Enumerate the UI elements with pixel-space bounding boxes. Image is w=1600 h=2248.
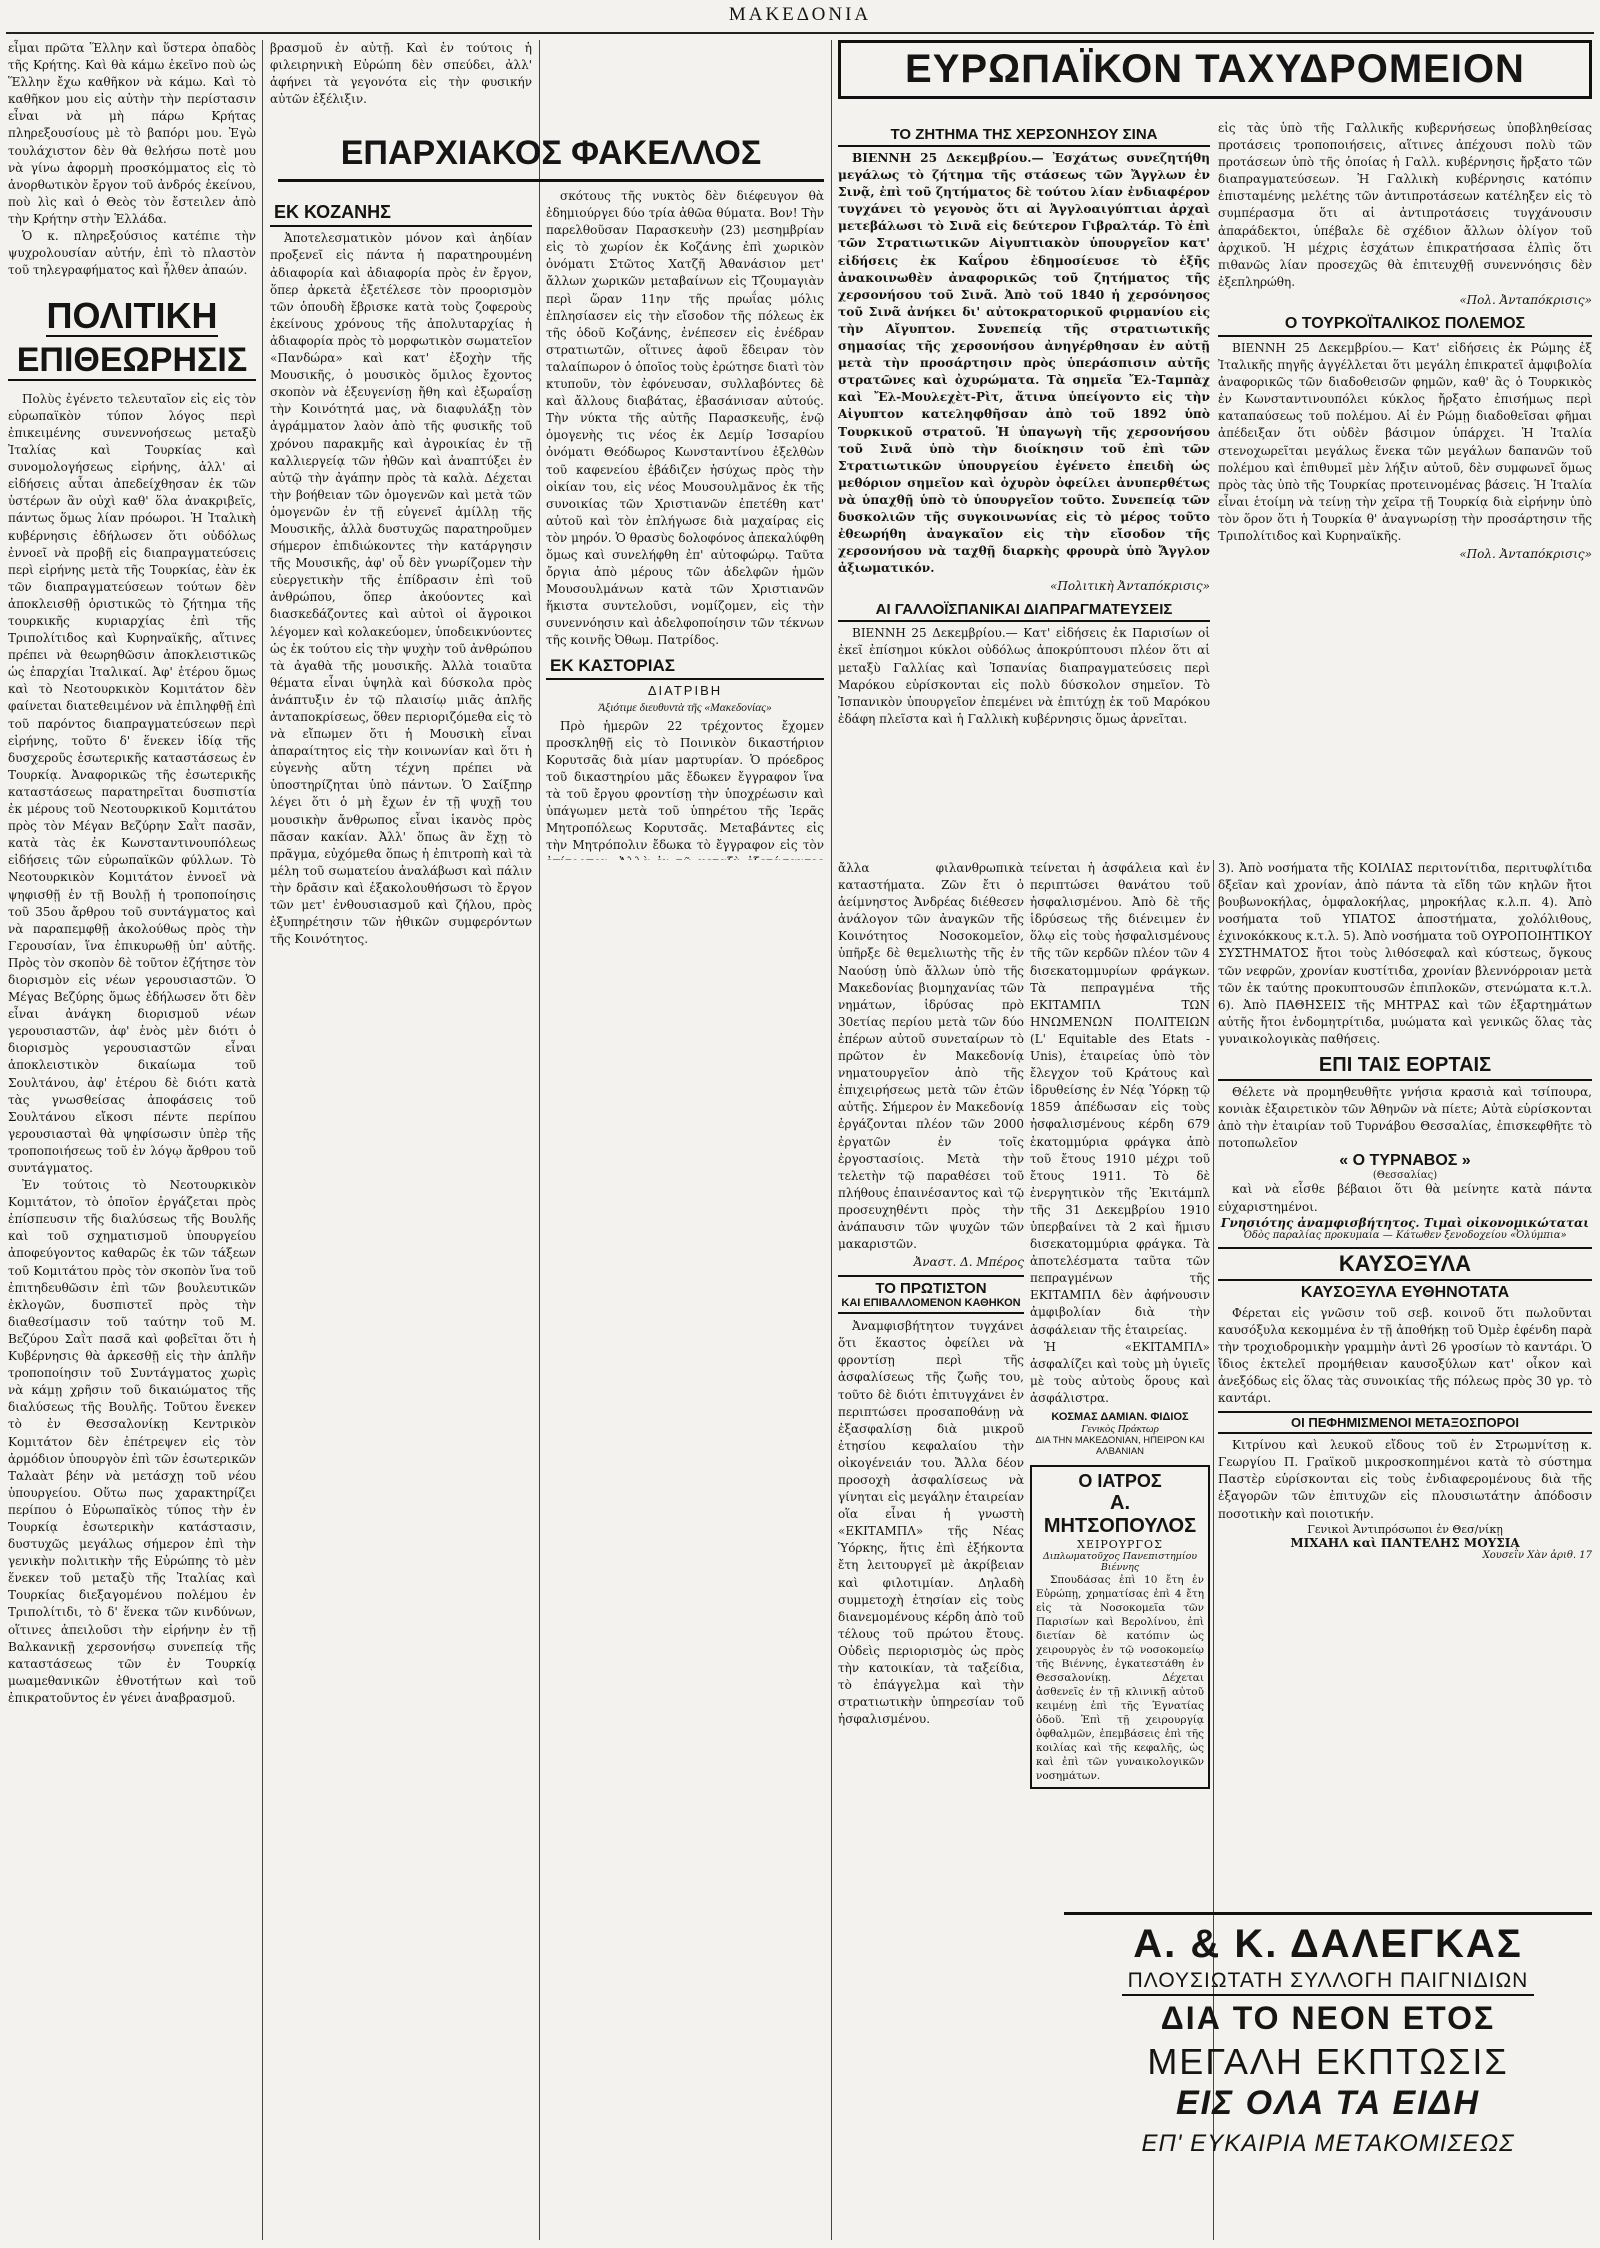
article-body: Ἡ «ΕΚΙΤΑΜΠΛ» ἀσφαλίζει καὶ τοὺς μὴ ὑγιεῖς μὲ τοὺς αὐτοὺς ὅρους καὶ ἀσφάλιστρα.: [1030, 1339, 1210, 1405]
section-heading-turkish-italian-war: Ο ΤΟΥΡΚΟΪΤΑΛΙΚΟΣ ΠΟΛΕΜΟΣ: [1218, 313, 1592, 337]
tavern-region: (Θεσσαλίας): [1372, 1170, 1438, 1182]
political-review-heading: ΠΟΛΙΤΙΚΗ ΕΠΙΘΕΩΡΗΣΙΣ: [8, 297, 256, 380]
ad-body: Κιτρίνου καὶ λευκοῦ εἴδους τοῦ ἐν Στρωμνίτσῃ κ. Γεωργίου Π. Γραϊκοῦ μικροσκοπημένοι κατὰ τὸ σύστημα Παστὲρ εὑρίσκονται εἰς τοὺς ἐνδιαφερομένους διὰ τῆς ἐξαγορῶν τῶν ἐπιτυχῶν εἰς πλουσιωτάτην ἀπόδοσιν ποσοτικὴν καὶ ποιοτικήν.: [1218, 1438, 1592, 1521]
ad-address: Ὁδὸς παραλίας προκυμαία — Κάτωθεν ξενοδοχείου «Ὀλύμπια»: [1243, 1229, 1567, 1241]
article-body: ΒΙΕΝΝΗ 25 Δεκεμβρίου.— Κατ' εἰδήσεις ἐκ Παρισίων οἱ ἐκεῖ ἐπίσημοι κύκλοι οὐδόλως ἀποκρύπτουσι πλέον ὅτι αἱ μεταξὺ Γαλλίας καὶ Ἰσπανίας διαπραγματεύσεις περὶ Μαρόκου εὑρίσκονται εἰς πολὺ δύσκολον σημεῖον. Τὸ Ἰσπανικὸν ὑπουργεῖον ἐπεμένει νὰ ἐπιτύχῃ ἐκ τοῦ Μαρόκου ἐδάφη πλεῖστα καὶ ἡ Γαλλικὴ κυβέρνησις ὅμως ἀρνεῖται.: [838, 626, 1210, 726]
agent-address: Χουσεῒν Χὰν ἀριθ. 17: [1482, 1549, 1592, 1561]
column-divider: [262, 40, 263, 2240]
column-naousa-industry: [838, 860, 1024, 2240]
article-body: εἰς τὰς ὑπὸ τῆς Γαλλικῆς κυβερνήσεως ὑποβληθείσας προτάσεις τροποποιήσεις, αἵτινες ἀπέχουσι πολὺ τῶν προτάσεων ὑπὸ τῆς ὁποίας ἡ Γαλλ. κυβέρνησις ἤρξατο τῶν διαπραγματεύσεων. Ἡ Γαλλικὴ κυβέρνησις κατόπιν ἐπισταμένης μελέτης τῶν ἀντιπροτάσεων κατέληξεν εἰς τὸ συμπέρασμα ὅτι αἱ ἀντιπροτάσεις τυγχάνουσιν ἀπαράδεκτοι, ὑπέβαλε δὲ σχέδιον ἄλλων ὀλίγον τοῦ ἀρχικοῦ. Ἡ μέχρις ἐσχάτων ἐπικρατήσασα ἐλπὶς ὅτι πιθανῶς λίαν προσεχῶς θὰ ἐπιτευχθῇ συνεννόησις δὲν ἐξεπληρώθη.: [1218, 121, 1592, 289]
section-heading-firewood: ΚΑΥΣΟΞΥΛΑ: [1218, 1247, 1592, 1281]
column-memorial-continued: [546, 860, 824, 2240]
article-body: ΒΙΕΝΝΗ 25 Δεκεμβρίου.— Ἐσχάτως συνεζητήθη μεγάλως τὸ ζήτημα τῆς στάσεως τῶν Ἄγγλων ἐν Σινᾷ, ἐπὶ τοῦ ζητήματος δὲ τούτου λίαν ἐνδιαφέρον τυγχάνει τὸ γεγονὸς ὅτι αἱ Ἀγγλοαιγύπτιαι ἀρχαὶ μετεβάλωσι τὸ Σινᾶ εἰς δεύτερον Γιβραλτάρ. Τὸ ἐπὶ τῶν Στρατιωτικῶν Αἰγυπτιακὸν ὑπουργεῖον κατ' εἰδήσεις ἐκ Καΐρου ἐδημοσίευσε τὸ ἑξῆς ἀνακοινωθὲν ἀναφορικῶς τοῦ ζητήματος τῆς χερσονήσου τοῦ Σινᾶ. Ἀπὸ τοῦ 1840 ἡ χερσόνησος τοῦ Σινᾶ ἀνήκει δι' αὐτοκρατορικοῦ φιρμανίου εἰς τὴν Αἴγυπτον. Συνεπείᾳ τῆς στρατιωτικῆς σημασίας τῆς χερσονήσου ἀνηγέρθησαν ἐν αὐτῇ μετὰ τὴν προσάρτησιν πρὸς ὑπεράσπισιν αὐτῆς στρατῶνες καὶ ὀχυρώματα. Τὰ σημεῖα Ἔλ-Ταμπὰχ καὶ Ἔλ-Μουλεχὲτ-Ρὶτ, ἅτινα ὑπείγοντο εἰς τὴν Αἰγυπτον κατεληφθῆσαν ἀπὸ τοῦ 1892 ὑπὸ Τουρκικοῦ στρατοῦ. Ἡ ὑπαγωγὴ τῆς χερσονήσου τοῦ Σινᾶ ὑπὸ τὴν διοίκησιν τοῦ ἐπὶ τῶν Στρατιωτικῶν ὑπουργείου ἐγένετο ἐπειδὴ ὡς μεθόριον σημεῖον καὶ ὀχυρὸν ὀφείλει ἀνυπερθέτως νὰ ὑπαχθῇ ὑπὸ τὸ ὑπουργεῖον τοῦτο. Συνεπείᾳ τῶν δυσκολιῶν τῆς συγκοινωνίας εἰς τὸ μέρος τοῦτο ἐθεωρήθη ἀναγκαῖον εἰς τὴν εἴσοδον τῆς χερσονήσου νὰ ταχθῇ διαρκὴς φρουρὰ ὑπὸ Ἄγγλον ἀξιωματικόν.: [838, 151, 1210, 576]
article-intro-text: εἶμαι πρῶτα Ἕλλην καὶ ὕστερα ὀπαδὸς τῆς Κρήτης. Καὶ θὰ κάμω ἐκεῖνο ποὺ ὡς Ἕλλην ἔχω καθῆκον νὰ κάμω. Καὶ τὸ καθῆκον μου εἰς αὐτὴν τὴν περίστασιν εἶναι νὰ μὴ πάρω Κρήτας πληρεξουσίους μὲ τὸ βαπόρι μου. Ἐγὼ τουλάχιστον δὲν θὰ θελήσω ποτὲ μου νὰ γίνω ἀφορμὴ προσκόμματος εἰς τὸ ἀνορθωτικὸν ἔργον τοῦ ἀνδρός ἐκείνου, ποὺ λὶς καὶ ὁ Θεὸς τὸν ἔστειλεν ἀπὸ τὴν Κρήτην στὴν Ἑλλάδα.: [8, 41, 256, 226]
section-heading-kastoria: ΕΚ ΚΑΣΤΟΡΙΑΣ: [546, 654, 824, 680]
ad-body: Θέλετε νὰ προμηθευθῆτε γνήσια κρασιὰ καὶ τσίπουρα, κονιὰκ ἐξαιρετικὸν τῶν Ἀθηνῶν νὰ πίετε; Αὐτὰ εὑρίσκονται ἀπὸ τὴν ἐταιρίαν τοῦ Τυρνάβου Θεσσαλίας, ἐπισκεφθῆτε τὸ ποτοπωλεῖον: [1218, 1085, 1592, 1151]
article-body: Ἀναμφισβήτητον τυγχάνει ὅτι ἕκαστος ὀφείλει νὰ φροντίσῃ περὶ τῆς ἀσφαλίσεως τῆς ζωῆς του, τοῦτο δὲ διότι ἐπιτυγχάνει ἐν περιπτώσει προσαποθάνῃ νὰ ἐξασφαλίσῃ διὰ μικροῦ ἐτησίου κεφαλαίου τὴν οἰκογένειάν του. Ἄλλα δέον προσοχὴ ἀσφαλίσεως νὰ γίνηται εἰς μεγάλην ἑταιρείαν οἵα εἶναι ἡ γνωστὴ «ΕΚΙΤΑΜΠΛ» τῆς Νέας Ὑόρκης, ἥτις ἐπὶ ἐξήκοντα ἔτη λειτουργεῖ μὲ ἀκρίβειαν καὶ φιλοτιμίαν. Δηλαδὴ συμμετοχὴ ἐτησίαν εἰς τοὺς διανεμομένους κέρδη ἀπὸ τοῦ τέλους τοῦ πρώτου ἔτους. Οὐδεὶς περιορισμὸς ὡς πρὸς τὴν κατοικίαν, τὰ ταξείδια, τὸ ἐπάγγελμα καὶ τὴν στρατιωτικὴν ὑπηρεσίαν τοῦ ἠσφαλισμένου.: [838, 1319, 1024, 1727]
newspaper-masthead: ΜΑΚΕΔΟΝΙΑ: [728, 4, 872, 25]
column-political-review: [8, 40, 256, 2240]
article-source: «Πολιτικὴ Ἀνταπόκρισις»: [1050, 579, 1210, 594]
duty-heading: ΤΟ ΠΡΩΤΙΣΤΟΝ ΚΑΙ ΕΠΙΒΑΛΛΟΜΕΝΟΝ ΚΑΘΗΚΟΝ: [838, 1275, 1024, 1314]
ad-line: ΠΛΟΥΣΙΩΤΑΤΗ ΣΥΛΛΟΓΗ ΠΑΙΓΝΙΔΙΩΝ: [1122, 1967, 1535, 1996]
section-heading-sinai: ΤΟ ΖΗΤΗΜΑ ΤΗΣ ΧΕΡΣΟΝΗΣΟΥ ΣΙΝΑ: [838, 124, 1210, 147]
column-divider: [831, 40, 832, 2240]
article-body: ΒΙΕΝΝΗ 25 Δεκεμβρίου.— Κατ' εἰδήσεις ἐκ Ρώμης ἐξ Ἰταλικῆς πηγῆς ἀγγέλλεται ὅτι μεγάλη ἐπικρατεῖ ἀμφιβολία ἀναφορικῶς τῶν διαδοθεισῶν φημῶν, καθ' ἃς ὁ Τουρκικὸς ἐν Κωνσταντινουπόλει κύκλος ἤρξατο ἐπισήμως περὶ καταπαύσεως τοῦ πολέμου. Αἱ ἐν Ρώμῃ διαδοθεῖσαι φῆμαι ἀπέδειξαν ὅτι οὐδὲν βάσιμον ὑπάρχει. Ἡ Ἰταλία στενοχωρεῖται μεγάλως ἕνεκα τῶν μεγάλων δαπανῶν τοῦ πολέμου καὶ ἐπιθυμεῖ μὲν λήξιν αὐτοῦ, δὲν συμφωνεῖ ὅμως πρὸς τὰς ὑπὸ τῆς Τουρκίας προτεινομένας βάσεις. Ἡ Ἰταλία εἶναι ἑτοίμη νὰ τείνῃ τὴν χεῖρα τῇ Τουρκίᾳ διὰ εἰρήνην ὑπὸ τὸν ὅρον ὅτι ἡ Τουρκία θ' ἀναγνωρίσῃ τὴν προσάρτησιν τῆς Τριπολίτιδος καὶ Κυρηναϊκῆς.: [1218, 340, 1592, 543]
article-intro-text: Ὁ κ. πληρεξούσιος κατέπιε τὴν ψυχρολουσίαν αὐτήν, ἐπὶ τὸ πλαστὸν τοῦ τηλεγραφήματος καὶ ἦλθεν ἀπαών.: [8, 229, 256, 278]
article-body: βρασμοῦ ἐν αὐτῇ. Καὶ ἐν τούτοις ἡ φιλειρηνικὴ Εὐρώπη δὲν σπεύδει, ἀλλ' ἀφήνει τὰ γεγονότα εἰς τὴν φυσικήν αὐτῶν ἐξέλιξιν.: [270, 41, 532, 107]
ad-line: ΔΙΑ ΤΟ ΝΕΟΝ ΕΤΟΣ: [1160, 2000, 1496, 2037]
column-kozani-continued: [270, 40, 532, 2240]
doctor-advertisement: Ο ΙΑΤΡΟΣ Α. ΜΗΤΣΟΠΟΥΛΟΣ ΧΕΙΡΟΥΡΓΟΣ Διπλωματοῦχος Πανεπιστημίου Βιέννης Σπουδάσας ἐπὶ 10 ἔτη ἐν Εὐρώπῃ, χρηματίσας ἐπὶ 4 ἔτη εἰς τὰ Νοσοκομεῖα τῶν Παρισίων καὶ Βερολίνου, ἐπὶ διετίαν δὲ κατόπιν ὡς χειρουργὸς ἐν τῷ νοσοκομείῳ τῆς Βιέννης, ἐγκατεστάθη ἐν Θεσσαλονίκῃ. Δέχεται ἀσθενεῖς ἐν τῇ κλινικῇ αὐτοῦ κειμένῃ ἐπὶ τῆς Ἐγνατίας ὁδοῦ. Ἐπὶ τῇ χειρουργίᾳ ὀφθαλμῶν, ἐπεμβάσεις ἐπὶ τῆς κοιλίας καὶ τῆς κεφαλῆς, ὡς καὶ ἐπὶ τῶν γυναικολογικῶν νοσημάτων.: [1030, 1465, 1210, 1789]
article-body: ἄλλα φιλανθρωπικὰ καταστήματα. Ζῶν ἔτι ὁ ἀείμνηστος Ἀνδρέας διέθεσεν ἀνάλογον τῶν ἀναγκῶν τῆς Κοινότητος Νοσοκομεῖον, ὑπῆρξε δὲ θεμελιωτὴς τῆς ἐν Ναούσῃ ὑπὸ ἄλλων ὑπὸ τῆς Μακεδονίας βιομηχανίας τῶν νημάτων, ἱδρύσας πρὸ 30ετίας περίου μετὰ τῶν δύο ἐπέρων αὐτοῦ συνεταίρων τὸ πρῶτον ἐν Μακεδονίᾳ νηματουργεῖον ἀπὸ τῆς ἐπιχειρήσεως μετὰ τῶν ἐτῶν αὐτῆς. Σήμερον ἐν Μακεδονίᾳ ἐργάζονται πλέον τῶν 2000 ἐργατῶν ἐν τοῖς ἐργοστασίοις. Μετὰ τὴν τελετὴν τῷ παραθέσει τοῦ πλήθους ἐπαινέσαντος καὶ τῷ προσευχηθέντι πρὸς τὴν ἀνάπαυσιν τῶν ψυχῶν τῶν μακαριστῶν.: [838, 861, 1024, 1252]
article-body: σκότους τῆς νυκτὸς δὲν διέφευγον θὰ ἐδημιούργει δύο τρία ἀθῶα θύματα. Βον! Τὴν παρελθοῦσαν Παρασκευὴν (23) μεσημβρίαν εἰς τὸ χωρίον ἐκ Κοζάνης ἐπὶ χωρικὸν ὀνόματι Στῶτος Χατζῆ Ἀθανάσιον μετ' ἄλλων χωρικῶν μεταβαίνων εἰς Τζουμαγιὰν περὶ ὥραν 11ην τῆς πρωΐας μόλις ἐπλησίασεν εἰς τὴν εἴσοδον τῆς πόλεως ἐκ τῆς ὁδοῦ Κοζάνης, ἐνέπεσεν εἰς ἐνέδραν στρατιωτῶν, οἵτινες ἀφοῦ ἔδειραν τὸν ταλαίπωρον ὁ ὁποῖος τοὺς ἐρώτησε διατὶ τὸν κτυποῦν, τὸν ἐφόνευσαν, συλλαβόντες δὲ καὶ ἄλλους διαβάτας, ἐβασάνισαν αὐτούς. Τὴν νύκτα τῆς αὐτῆς Παρασκευῆς, ἐνῷ ὁμογενὴς τις νέος ἐκ Δεμίρ Ἰσσαρίου ὀνόματι Θεόδωρος Κωνσταντίνου ἐξελθὼν τοῦ καφενείου ἐβάδιζεν ἡσύχως πρὸς τὴν οἰκίαν του, εἰς νέος Μουσουλμᾶνος ἐκ τῆς συνοικίας τῶν Χριστιανῶν ἐπετέθη κατ' αὐτοῦ καὶ τὸν ἐπλήγωσε διὰ μαχαίρας εἰς τὸν μηρόν. Ὁ θρασὺς δολοφόνος ἀπεκαλύφθη ὅμως καὶ συνελήφθη ἐπ' αὐτοφώρῳ. Ταῦτα ὄργια ἀπὸ μέρους τῶν ἀδελφῶν ἡμῶν Μουσουλμάνων κατὰ τῶν Χριστιανῶν ἥκιστα συντελοῦσι, νομίζομεν, εἰς τὴν συνεννόησιν καὶ ἀδελφοποίησιν τῶν τέκνων τῆς κοινῆς Ὀθωμ. Πατρίδος.: [546, 189, 824, 648]
article-signature: Ἀναστ. Δ. Μπέρος: [913, 1255, 1024, 1270]
agent-signature: ΚΟΣΜΑΣ ΔΑΜΙΑΝ. ΦΙΔΙΟΣ Γενικὸς Πράκτωρ ΔΙΑ ΤΗΝ ΜΑΚΕΔΟΝΙΑΝ, ΗΠΕΙΡΟΝ ΚΑΙ ΑΛΒΑΝΙΑΝ: [1035, 1411, 1205, 1457]
article-body: Πρὸ ἡμερῶν 22 τρέχοντος ἔχομεν προσκληθῇ εἰς τὸ Ποινικὸν δικαστήριον Κορυτσᾶς διὰ μίαν μαρτυρίαν. Ὁ πρόεδρος τοῦ δικαστηρίου μᾶς ἔδωκεν ἔγγραφον ἵνα τὰ τοῦ ἔργου φροντίσῃ τὴν ὑποχρέωσιν καὶ ὑπάγωμεν μετὰ τοῦ ὑπηρέτου τῆς Ἱερᾶς Μητροπόλεως Κορυτσᾶς. Μεταβάντες εἰς τὴν Μητρόπολιν ἔδωκα τὸ ἔγγραφον εἰς τὸν: [546, 718, 824, 853]
medical-services-text: 3). Ἀπὸ νοσήματα τῆς ΚΟΙΛΙΑΣ περιτονίτιδα, περιτυφλίτιδα δξεῖαν καὶ χρονίαν, ἀπὸ πάντα τὰ εἴδη τῶν κηλῶν ἤτοι βουβωνοκήλας, ὀμφαλοκήλας, μηροκήλας κ.λ.π. 4). Ἀπὸ νοσήματα τοῦ ΥΠΑΤΟΣ ἀποστήματα, χολόλιθους, ἐχινοκόκκους κ.τ.λ. 5). Ἀπὸ νοσήματα τοῦ ΟΥΡΟΠΟΙΗΤΙΚΟΥ ΣΥΣΤΗΜΑΤΟΣ ἤτοι τοὺς λιθόσεφαλ καὶ κύστεως, ὄγκους τῶν νεφρῶν, χρονίαν κυστίτιδα, χρονίαν βλεννόρροιαν μετὰ τῶν ἐκ ταύτης προκυπτουσῶν ἐπιπλοκῶν, στενώματα κ.τ.λ. 6). Ἀπὸ ΠΑΘΗΣΕΙΣ τῆς ΜΗΤΡΑΣ καὶ τῶν ἐξαρτημάτων αὐτῆς ἤτοι ἐνδομητρίτιδα, μυώματα καὶ γενικῶς ὅλας τὰς γυναικολογικὰς παθήσεις.: [1218, 861, 1592, 1046]
ad-brand: Α. & Κ. ΔΑΛΕΓΚΑΣ: [1133, 1922, 1523, 1966]
european-mail-banner: ΕΥΡΩΠΑΪΚΟΝ ΤΑΧΥΔΡΟΜΕΙΟΝ: [838, 40, 1592, 99]
section-subheading: ΔΙΑΤΡΙΒΗ: [647, 682, 723, 698]
column-advertisements: [1218, 860, 1592, 1908]
column-divider: [539, 40, 540, 2240]
ad-line: ΕΠ' ΕΥΚΑΙΡΙΑ ΜΕΤΑΚΟΜΙΣΕΩΣ: [1141, 2129, 1515, 2157]
article-body: Ἐν τούτοις τὸ Νεοτουρκικὸν Κομιτάτον, τὸ ὁποῖον ἐργάζεται πρὸς ἐπίσπευσιν τῆς διαλύσεως τῆς Βουλῆς καὶ τοῦ σχηματισμοῦ ὑπουργείου ἀποφεύγοντος καθαρῶς ἐκ τῶν τάξεων τοῦ Κομιτάτου πρὸς τὸν σκοπὸν ἵνα τοῦ ἐπιτηδευθῶσιν ἐπὶ τῶν βουλευτικῶν ἐκλογῶν, δυσπιστεῖ πρὸς τὴν διαθεσίμασιν τοῦ ταύτην τοῦ Μ. Βεζύρου Σαῒτ πασᾶ καὶ φοβεῖται ὅτι ἡ Κυβέρνησις θὰ ἀρκεσθῇ εἰς τὴν ἁπλῆν τροποποίησιν τοῦ Συντάγματος χωρὶς νὰ κάμῃ χρῆσιν τοῦ δικαιώματος τῆς διαλύσεως τῆς Βουλῆς. Τοῦτου ἕνεκεν τὸ ἐν Θεσσαλονίκῃ Κεντρικὸν Κομιτάτον δὲν ἐπέτρεψεν εἰς τὸν ἀρμόδιον ὑπουργὸν ἐπὶ τῶν ἐσωτερικῶν Ταλαὰτ βέην νὰ μετάσχῃ τοῦ νέου ὑπουργείου. Οὕτω πως χαρακτηρίζει περίπου ὁ Εὐρωπαϊκὸς τύπος τὴν ἐν Τουρκίᾳ ἐσωτερικὴν κατάστασιν, δυστυχῶς μεγάλως σήμερον ἐπὶ τὴν γενικὴν πολιτικὴν τῆς Εὐρώπης τὸ μὲν ἕνεκεν τοῦ μεταξὺ τῆς Ἰταλίας καὶ Τουρκίας διεξαγομένου πολέμου ἐν Τριπολίτιδι, τὸ δ' ἕνεκα τῶν κινδύνων, οἵτινες ἀπειλοῦσι τὴν εἰρήνην ἐν τῇ Βαλκανικῇ χερσονήσῳ συνεπείᾳ τῆς καταστάσεως τῶν ἐν Τουρκίᾳ μωαμεθανικῶν ἐθνοτήτων καὶ τοῦ ἐπικρατοῦντος ἐν γένει ἀναβρασμοῦ.: [8, 1178, 256, 1705]
section-heading-franco-spanish: ΑΙ ΓΑΛΛΟΪΣΠΑΝΙΚΑΙ ΔΙΑΠΡΑΓΜΑΤΕΥΣΕΙΣ: [838, 599, 1210, 622]
firewood-subheading: ΚΑΥΣΟΞΥΛΑ ΕΥΘΗΝΟΤΑΤΑ: [1300, 1283, 1510, 1301]
letter-salutation: Ἀξιότιμε διευθυντὰ τῆς «Μακεδονίας»: [598, 701, 772, 714]
column-turkish-italian-war: [1218, 120, 1592, 940]
ad-body: καὶ νὰ εἶσθε βέβαιοι ὅτι θὰ μείνητε κατὰ πάντα εὐχαριστημένοι.: [1218, 1182, 1592, 1214]
article-sinai: [838, 120, 1210, 860]
masthead-rule: [6, 32, 1594, 34]
agent-name: ΜΙΧΑΗΛ καὶ ΠΑΝΤΕΛΗΣ ΜΟΥΣΙΑ: [1290, 1535, 1520, 1550]
ad-body: Φέρεται εἰς γνῶσιν τοῦ σεβ. κοινοῦ ὅτι πωλοῦνται καυσόξυλα κεκομμένα ἐν τῇ ἀποθήκῃ τοῦ Ὀμὲρ ἐφένδη παρὰ τὴν τροχιοδρομικὴν γραμμὴν ἀντὶ 26 γροσίων τὸ καντάρι. Ὁ ἴδιος ἐκτελεῖ προμήθειαν καυσοξύλων κατ' οἶκον καὶ ἀνεξόδως εἰς ὅλας τὰς συνοικίας τῆς πόλεως πρὸς 30 γρ. τὸ καντάρι.: [1218, 1305, 1592, 1406]
ad-line: ΕΙΣ ΟΛΑ ΤΑ ΕΙΔΗ: [1176, 2084, 1480, 2123]
tavern-name: « Ο ΤΥΡΝΑΒΟΣ »: [1339, 1152, 1471, 1170]
article-source: «Πολ. Ἀνταπόκρισις»: [1459, 292, 1592, 307]
article-body: Πολὺς ἐγένετο τελευταῖον εἰς εἰς τὸν εὐρωπαϊκὸν τύπον λόγος περὶ ἐπικειμένης συνεννοήσεως μεταξὺ Ἰταλίας καὶ Τουρκίας καὶ συνομολογήσεως εἰρήνης, ἀλλ' αἱ εἰδήσεις αὗται ἀπεδείχθησαν ἐκ τῶν ὑστέρων ἂν οὐχὶ καθ' ὅλα ἀνακριβεῖς, πάντως ὅμως λίαν πρόωροι. Ἡ Ἰταλικὴ κυβέρνησις ἐδήλωσεν ὅτι οὐδόλως ἐννοεῖ νὰ προβῇ εἰς διαπραγματεύσεις περὶ εἰρήνης μετὰ τῆς Τουρκίας, ἐὰν ἐκ τῶν διαπραγματεύσεων τούτων δὲν ἀποκλεισθῇ ὁριστικῶς τὸ ζήτημα τῆς τουρκικῆς κυριαρχίας ἐπὶ τῆς Τριπολίτιδος καὶ Κυρηναϊκῆς, αἵτινες πρέπει νὰ θεωρηθῶσιν ἀποκλειστικῶς ὡς ἐπαρχίαι Ἰταλικαί. Ἀφ' ἑτέρου ὅμως καὶ τὸ Νεοτουρκικὸν Κομιτάτον δὲν φαίνεται διατεθειμένον νὰ ἐπιληφθῇ ἐπὶ τοῦ παρόντος διαπραγματεύσεων περὶ εἰρήνης, τοῦτο δ' ἕνεκεν ἰδίᾳ τῆς δυσχεροῦς ἐσωτερικῆς καταστάσεως ἐν Τουρκίᾳ. Ἀναφορικῶς τῆς ἐσωτερικῆς καταστάσεως παρατηρεῖται δυσπιστία ἐκ μέρους τοῦ Νεοτουρκικοῦ Κομιτάτου πρὸς τὸν Μέγαν Βεζύρην Σαῒτ πασᾶν, κατὰ τὰς ἐκ Κωνσταντινουπόλεως εἰδήσεις τῶν εὐρωπαϊκῶν φύλλων. Τὸ Νεοτουρκικὸν Κομιτάτον ἐννοεῖ νὰ ψηφισθῇ ἐν τῇ Βουλῇ ἡ τροποποίησις τοῦ 35ου ἄρθρου τοῦ συντάγματος καὶ νὰ παραπεμφθῇ ἀκολούθως πρὸς τὴν Γερουσίαν, ἵνα ἐπικυρωθῇ ὑπ' αὐτῆς. Πρὸς τὸν σκοπὸν δὲ τοῦτον ἐζήτησε τὸν διορισμὸν εἰς νέων γερουσιαστῶν. Ὁ Μέγας Βεζύρης ὅμως ἐδήλωσεν ὅτι δὲν εἶναι ἀνάγκη διορισμοῦ νέων γερουσιαστῶν, ἀφ' ἑνὸς μὲν διότι ὁ διορισμὸς γερουσιαστῶν εἶναι ἀποκλειστικὸν δικαίωμα τοῦ Σουλτάνου, ἀφ' ἑτέρου δὲ διότι κατὰ τὰς γνωσθείσας ἀποφάσεις τοῦ Σουλτάνου εἴκοσι πέντε περίπου γερουσιασταὶ θὰ ψηφίσωσιν ὑπὲρ τῆς τροποποιήσεως τοῦ ἐν λόγῳ ἄρθρου τοῦ συντάγματος.: [8, 391, 256, 1176]
section-heading-kozani: ΕΚ ΚΟΖΑΝΗΣ: [270, 200, 532, 227]
provincial-file-banner: ΕΠΑΡΧΙΑΚΟΣ ΦΑΚΕΛΛΟΣ: [278, 128, 824, 182]
article-body: τείνεται ἡ ἀσφάλεια καὶ ἐν περιπτώσει θανάτου τοῦ ἠσφαλισμένου. Ἀπὸ δὲ τῆς ἱδρύσεως τῆς διένειμεν ἐν ὅλῳ εἰς τοὺς ἠσφαλισμένους τῆς τῶν κερδῶν πλέον τῶν 4 δισεκατομμυρίων φράγκων. Τὰ πεπραγμένα τῆς ΕΚΙΤΑΜΠΛ ΤΩΝ ΗΝΩΜΕΝΩΝ ΠΟΛΙΤΕΙΩΝ (L' Equitable des Etats - Unis), ἑταιρείας ὑπὸ τὸν ἔλεγχον τοῦ Κράτους καὶ ἱδρυθείσης ἐν Νέᾳ Ὑόρκῃ τῷ 1859 ἀπέδωσαν εἰς τοὺς ἠσφαλισμένους κέρδη 679 ἑκατομμύρια φράγκα ἀπὸ τοῦ ἔτους 1910 μέχρι τοῦ ἔτους 1911. Τὸ δὲ ἐνεργητικὸν τῆς Ἐκιτάμπλ τῆς 31 Δεκεμβρίου 1910 ὑπερβαίνει τὰ 2 καὶ ἥμισυ δισεκατομμύρια φράγκα. Τὰ ἀποτελέσματα ταῦτα τῶν πεπραγμένων τῆς ΕΚΙΤΑΜΠΛ δὲν ἀφήνουσιν ἀμφιβολίαν διὰ τὴν ἀσφάλειαν τῆς ἑταιρείας.: [1030, 861, 1210, 1337]
agent-label: Γενικοὶ Ἀντιπρόσωποι ἐν Θεσ/νίκῃ: [1307, 1522, 1503, 1536]
ad-line: ΜΕΓΑΛΗ ΕΚΠΤΩΣΙΣ: [1147, 2041, 1509, 2083]
dalegkas-toy-advertisement: [1064, 1912, 1592, 2247]
ad-tagline: Γνησιότης ἀναμφισβήτητος. Τιμαὶ οἰκονομικώταται: [1220, 1215, 1590, 1230]
section-heading-silkworm: ΟΙ ΠΕΦΗΜΙΣΜΕΝΟΙ ΜΕΤΑΞΟΣΠΟΡΟΙ: [1218, 1411, 1592, 1434]
article-source: «Πολ. Ἀνταπόκρισις»: [1459, 547, 1592, 562]
article-body: Ἀποτελεσματικὸν μόνον καὶ ἀηδίαν προξενεῖ εἰς πάντα ἡ παρατηρουμένη ἀδιαφορία καὶ ἀδιαφορία πρὸς ἐν ἔργον, ὅπερ ἀρκετὰ ἐξετέλεσε τὸν προορισμὸν τῶν ὁπουδὴ ἔβρισκε κατὰ τοὺς ζοφεροὺς ἐκείνους χρόνους τῆς ἀπολυταρχίας ἡ ἀδιαφορία πρὸς τὸ μορφωτικὸν σωματεῖον «Πανδώρα» καὶ κατ' ἐξοχὴν τῆς Μουσικῆς, ὁ μουσικὸς ὅμιλος ἔχοντος σκοπὸν νὰ ἐξευγενίσῃ ἤθη καὶ ἐξωραΐσῃ τὴν Κοινότητά μας, νὰ διαφυλάξῃ τὸν ἀγράμματον λαὸν ἀπὸ τῆς φυσικῆς τοῦ χρόνου παρακμῆς καὶ ἀγροικίας ἐν τῇ καλλιεργείᾳ τῶν ἠθῶν καὶ ἀναπτύξει ἐν αὐτῷ τὴν ἀγάπην πρὸς τὰ καλὰ. Δέχεται τὴν βοήθειαν τῶν ὁμογενῶν καὶ μετὰ τῶν ὁμογενῶν ἐν τῇ εὐγενεῖ ἁμίλλῃ τῆς Μουσικῆς, ἀλλὰ δυστυχῶς παρατηροῦμεν σήμερον ἐπιδιώκοντες τὴν κατάργησιν τῆς Μουσικῆς, ἀφ' οὗ δὲν γνωρίζομεν τὴν εὐεργετικὴν τῆς ἐπίδρασιν ἐπὶ τοῦ ἀνθρώπου, ὅπερ ἀκούοντες καὶ διασκεδάζοντες καὶ αὐτοὶ οἱ ἄγροικοι λέγομεν καὶ κολακεύομεν, ὑποδεικνύοντες ὡς ἐκ τούτου εἰς τὴν ψυχὴν τοῦ ἀνθρώπου τὰ ἀγαθὰ τῆς μουσικῆς. Ἀλλὰ τοιαῦτα θέματα εἶναι ὑψηλὰ καὶ δύσκολα πρὸς ἀνάπτυξιν ἐν τῷ πλαισίῳ μιᾶς ἀπλῆς ἀνταποκρίσεως, ὅθεν περιοριζόμεθα εἰς τὸ νὰ εἴπωμεν ὅτι ἡ Μουσικὴ εἶναι ἀπαραίτητος εἰς τὴν κοινωνίαν καὶ ὅτι ἡ εὐγενὴς αὕτη τέχνη πρέπει νὰ ὑποστηρίζηται ὑπὸ πάντων. Ὁ Σαίξπηρ λέγει ὅτι ὁ μὴ ἔχων ἐν τῇ ψυχῇ του μουσικὴν ἄνθρωπος εἶναι ἱκανὸς πρὸς πᾶσαν κακίαν. Ἀλλ' ὅπως ἂν ἔχῃ τὸ πρᾶγμα, εὐχόμεθα ὅπως ἡ ἐπιτροπὴ καὶ τὰ μέλη τοῦ σωματείου ἀναλάβωσι καὶ πάλιν τὴν δρᾶσιν καὶ ἐξακολουθήσωσι τὸ ἔργον τῶν μετ' ἐνθουσιασμοῦ καὶ ζήλου, πρὸς ἐξυπηρέτησιν τῶν ἠθικῶν συμφερόντων τῆς Κοινότητος.: [270, 231, 532, 947]
section-heading-holidays: ΕΠΙ ΤΑΙΣ ΕΟΡΤΑΙΣ: [1218, 1052, 1592, 1081]
